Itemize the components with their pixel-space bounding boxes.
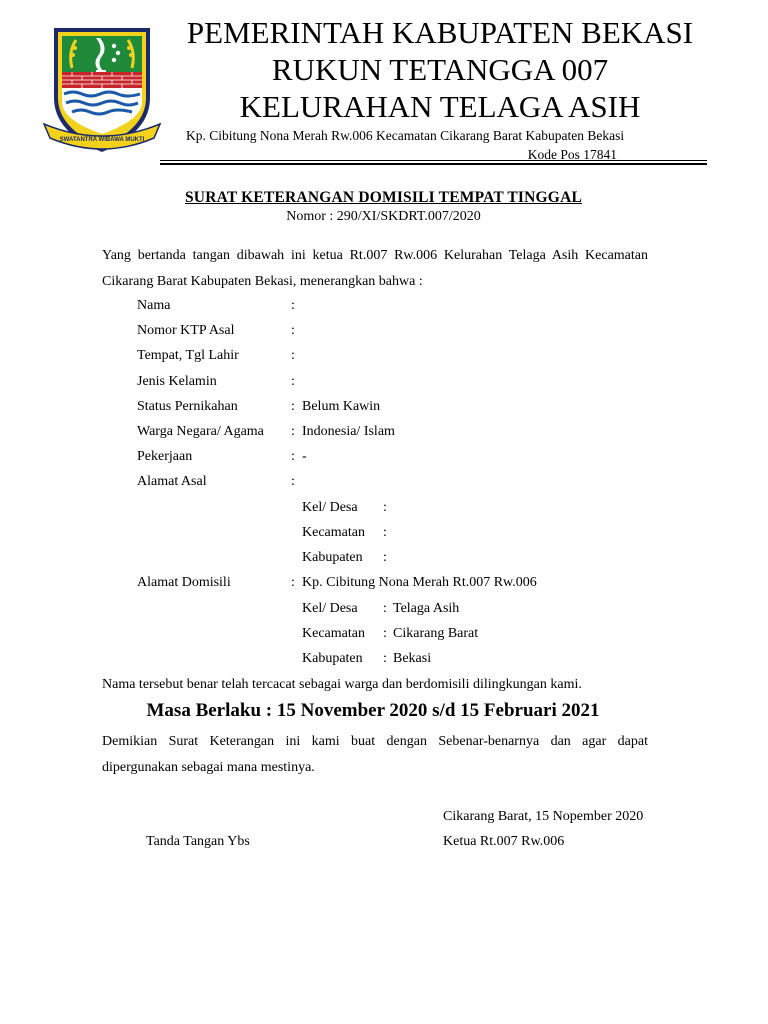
document-title: SURAT KETERANGAN DOMISILI TEMPAT TINGGAL — [184, 189, 582, 206]
letterhead-government: PEMERINTAH KABUPATEN BEKASI — [186, 15, 694, 50]
field-label-marital: Status Pernikahan — [137, 399, 238, 414]
letterhead-address: Kp. Cibitung Nona Merah Rw.006 Kecamatan Cikarang Barat Kabupaten Bekasi — [186, 128, 625, 143]
field-label-ktp: Nomor KTP Asal — [137, 323, 235, 338]
signature-right-label: Ketua Rt.007 Rw.006 — [443, 834, 565, 849]
field-colon: : — [291, 474, 295, 489]
field-label-citizenship: Warga Negara/ Agama — [137, 424, 264, 439]
kabupaten-bekasi-logo-icon — [42, 20, 162, 160]
letterhead-address-block — [186, 126, 702, 164]
letterhead-rt: RUKUN TETANGGA 007 — [271, 52, 609, 87]
signature-place-date: Cikarang Barat, 15 Nopember 2020 — [443, 809, 644, 824]
domicile-sub-label-kel: Kel/ Desa — [302, 601, 358, 616]
field-colon: : — [291, 348, 295, 363]
field-colon: : — [291, 399, 295, 414]
field-value-marital: Belum Kawin — [302, 399, 381, 414]
header-divider-thick — [160, 163, 707, 165]
field-label-gender: Jenis Kelamin — [137, 374, 217, 389]
validity-period: Masa Berlaku : 15 November 2020 s/d 15 Februari 2021 — [146, 700, 600, 721]
domicile-sub-value-kec: Cikarang Barat — [393, 626, 479, 641]
field-label-ttl: Tempat, Tgl Lahir — [137, 348, 239, 363]
origin-sub-label-kab: Kabupaten — [302, 550, 363, 565]
origin-sub-label-kec: Kecamatan — [302, 525, 365, 540]
header-divider-thin — [160, 160, 707, 161]
signature-left-label: Tanda Tangan Ybs — [146, 834, 250, 849]
letterhead-postal-code: Kode Pos 17841 — [527, 147, 617, 162]
field-colon: : — [291, 323, 295, 338]
field-label-nama: Nama — [137, 298, 171, 313]
svg-text:SWATANTRA WIBAWA MUKTI: SWATANTRA WIBAWA MUKTI — [59, 137, 145, 143]
domicile-sub-label-kab: Kabupaten — [302, 651, 363, 666]
domicile-sub-value-kel: Telaga Asih — [393, 601, 460, 616]
sub-colon: : — [383, 601, 387, 616]
field-value-occupation: - — [302, 449, 307, 464]
field-colon: : — [291, 424, 295, 439]
field-label-occupation: Pekerjaan — [137, 449, 193, 464]
letterhead-kelurahan: KELURAHAN TELAGA ASIH — [239, 89, 641, 124]
field-value-citizenship: Indonesia/ Islam — [302, 424, 395, 439]
field-label-origin-address: Alamat Asal — [137, 474, 207, 489]
field-colon: : — [291, 374, 295, 389]
origin-sub-label-kel: Kel/ Desa — [302, 500, 358, 515]
statement-text: Nama tersebut benar telah tercacat sebagai warga dan berdomisili dilingkungan kami. — [102, 677, 582, 692]
field-label-domicile: Alamat Domisili — [137, 575, 231, 590]
field-value-domicile: Kp. Cibitung Nona Merah Rt.007 Rw.006 — [302, 575, 537, 590]
field-colon: : — [291, 449, 295, 464]
field-colon: : — [291, 575, 295, 590]
sub-colon: : — [383, 651, 387, 666]
closing-paragraph: Demikian Surat Keterangan ini kami buat dengan Sebenar-benarnya dan agar dapat dipergunakan sebagai mana mestinya. — [102, 734, 648, 775]
intro-paragraph: Yang bertanda tangan dibawah ini ketua Rt.007 Rw.006 Kelurahan Telaga Asih Kecamatan Cikarang Barat Kabupaten Bekasi, menerangkan bahwa : — [102, 248, 648, 289]
document-number: Nomor : 290/XI/SKDRT.007/2020 — [286, 209, 481, 224]
sub-colon: : — [383, 626, 387, 641]
field-colon: : — [291, 298, 295, 313]
sub-colon: : — [383, 550, 387, 565]
domicile-sub-value-kab: Bekasi — [393, 651, 432, 666]
domicile-sub-label-kec: Kecamatan — [302, 626, 365, 641]
sub-colon: : — [383, 500, 387, 515]
sub-colon: : — [383, 525, 387, 540]
